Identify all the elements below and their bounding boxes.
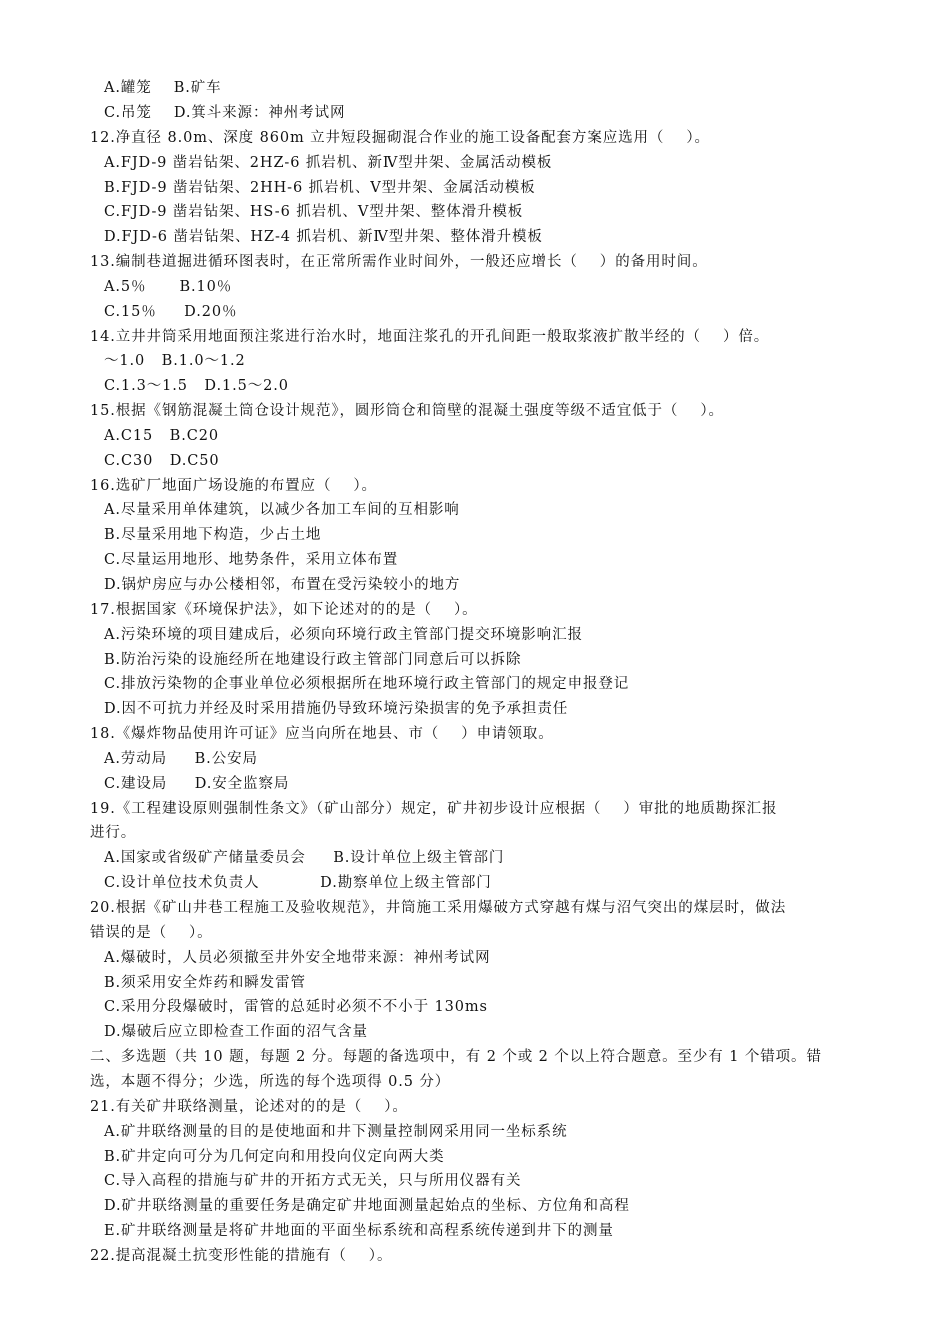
option-line: C.1.3～1.5 D.1.5～2.0 (104, 378, 289, 394)
option-line: A.5％ B.10％ (104, 279, 233, 295)
option-line: C.排放污染物的企事业单位必须根据所在地环境行政主管部门的规定申报登记 (104, 676, 630, 692)
option-line: B.须采用安全炸药和瞬发雷管 (104, 975, 306, 991)
option-line: C.吊笼 D.箕斗来源：神州考试网 (104, 105, 346, 121)
option-line: A.罐笼 B.矿车 (104, 80, 222, 96)
option-line: C.FJD-9 凿岩钻架、HS-6 抓岩机、Ⅴ型井架、整体滑升模板 (104, 204, 524, 220)
question-line: 进行。 (90, 825, 137, 841)
option-line: B.尽量采用地下构造，少占土地 (104, 527, 322, 543)
option-line: A.矿井联络测量的目的是使地面和井下测量控制网采用同一坐标系统 (104, 1124, 568, 1140)
option-line: A.国家或省级矿产储量委员会 B.设计单位上级主管部门 (104, 850, 505, 866)
option-line: D.因不可抗力并经及时采用措施仍导致环境污染损害的免予承担责任 (104, 701, 569, 717)
question-line: 错误的是（ ）。 (90, 925, 213, 941)
question-line: 17.根据国家《环境保护法》，如下论述对的的是（ ）。 (90, 602, 478, 618)
question-line: 21.有关矿井联络测量，论述对的的是（ ）。 (90, 1099, 408, 1115)
option-line: A.C15 B.C20 (104, 428, 219, 444)
question-line: 16.选矿厂地面广场设施的布置应（ ）。 (90, 478, 377, 494)
option-line: D.FJD-6 凿岩钻架、HZ-4 抓岩机、新Ⅳ型井架、整体滑升模板 (104, 229, 543, 245)
option-line: B.FJD-9 凿岩钻架、2HH-6 抓岩机、Ⅴ型井架、金属活动模板 (104, 180, 536, 196)
question-line: 18.《爆炸物品使用许可证》应当向所在地县、市（ ）申请领取。 (90, 726, 554, 742)
question-line: 14.立井井筒采用地面预注浆进行治水时，地面注浆孔的开孔间距一般取浆液扩散半经的（ ）倍。 (90, 329, 770, 345)
option-line: C.建设局 D.安全监察局 (104, 776, 290, 792)
option-line: D.锅炉房应与办公楼相邻，布置在受污染较小的地方 (104, 577, 461, 593)
option-line: C.导入高程的措施与矿井的开拓方式无关，只与所用仪器有关 (104, 1173, 522, 1189)
option-line: A.污染环境的项目建成后，必须向环境行政主管部门提交环境影响汇报 (104, 627, 583, 643)
option-line: A.FJD-9 凿岩钻架、2HZ-6 抓岩机、新Ⅳ型井架、金属活动模板 (104, 155, 553, 171)
question-line: 12.净直径 8.0m、深度 860m 立井短段掘砌混合作业的施工设备配套方案应选用（ ）。 (90, 130, 710, 146)
question-line: 19.《工程建设原则强制性条文》（矿山部分）规定，矿井初步设计应根据（ ）审批的地质勘探汇报 (90, 801, 778, 817)
option-line: C.C30 D.C50 (104, 453, 220, 469)
option-line: B.矿井定向可分为几何定向和用投向仪定向两大类 (104, 1149, 445, 1165)
question-line: 15.根据《钢筋混凝土筒仓设计规范》，圆形筒仓和筒壁的混凝土强度等级不适宜低于（ ）。 (90, 403, 724, 419)
question-line: 22.提高混凝土抗变形性能的措施有（ ）。 (90, 1248, 393, 1264)
option-line: C.15％ D.20％ (104, 304, 238, 320)
option-line: ～1.0 B.1.0～1.2 (104, 353, 246, 369)
option-line: A.爆破时，人员必须撤至井外安全地带来源：神州考试网 (104, 950, 491, 966)
option-line: C.尽量运用地形、地势条件，采用立体布置 (104, 552, 399, 568)
option-line: A.劳动局 B.公安局 (104, 751, 258, 767)
option-line: D.矿井联络测量的重要任务是确定矿井地面测量起始点的坐标、方位角和高程 (104, 1198, 630, 1214)
option-line: C.采用分段爆破时，雷管的总延时必须不不小于 130ms (104, 999, 488, 1015)
option-line: B.防治污染的设施经所在地建设行政主管部门同意后可以拆除 (104, 652, 522, 668)
option-line: D.爆破后应立即检查工作面的沼气含量 (104, 1024, 368, 1040)
section-heading: 选，本题不得分；少选，所选的每个选项得 0.5 分） (90, 1074, 451, 1090)
question-line: 13.编制巷道掘进循环图表时，在正常所需作业时间外，一般还应增长（ ）的备用时间。 (90, 254, 708, 270)
option-line: A.尽量采用单体建筑，以减少各加工车间的互相影响 (104, 502, 460, 518)
option-line: E.矿井联络测量是将矿井地面的平面坐标系统和高程系统传递到井下的测量 (104, 1223, 614, 1239)
section-heading: 二、多选题（共 10 题，每题 2 分。每题的备选项中，有 2 个或 2 个以上符合题意。至少有 1 个错项。错 (90, 1049, 822, 1065)
option-line: C.设计单位技术负责人 D.勘察单位上级主管部门 (104, 875, 492, 891)
question-line: 20.根据《矿山井巷工程施工及验收规范》，井筒施工采用爆破方式穿越有煤与沼气突出的煤层时，做法 (90, 900, 787, 916)
